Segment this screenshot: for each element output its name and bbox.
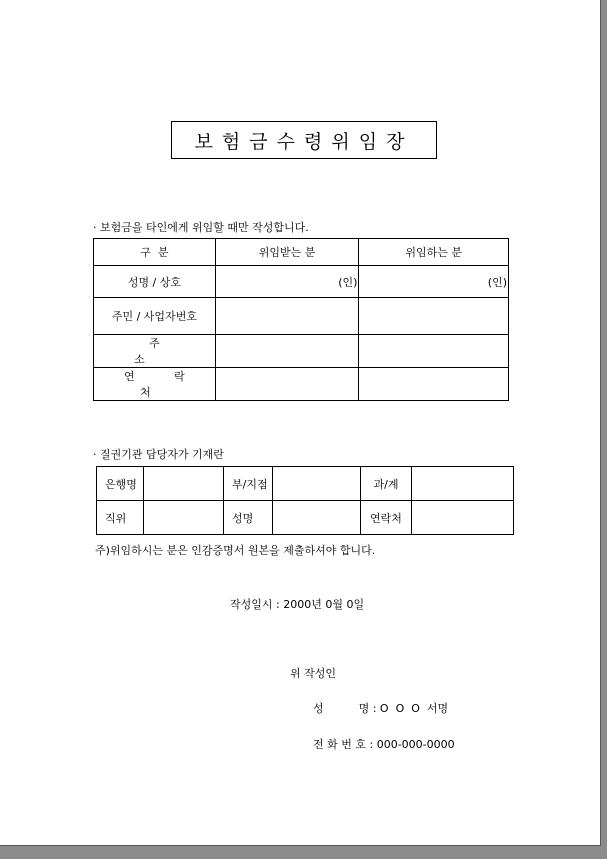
author-phone-line <box>313 736 455 752</box>
footnote: 주)위임하시는 분은 인감증명서 원본을 제출하셔야 합니다. <box>95 544 376 557</box>
delegate-name-cell[interactable] <box>215 266 359 298</box>
section1-note: · 보험금을 타인에게 위임할 때만 작성합니다. <box>93 221 309 234</box>
delegator-address-cell[interactable] <box>359 335 509 368</box>
bank-value[interactable] <box>144 467 224 501</box>
pledge-institution-table <box>96 466 514 535</box>
header-category: 구 분 <box>94 239 216 266</box>
table-header-row <box>94 239 509 266</box>
row-label-address: 주 소 <box>94 335 216 368</box>
label-bank: 은행명 <box>97 467 144 501</box>
position-value[interactable] <box>144 501 224 535</box>
seal-mark: (인) <box>338 275 358 289</box>
contact-value[interactable] <box>412 501 514 535</box>
department-value[interactable] <box>412 467 514 501</box>
delegator-id-cell[interactable] <box>359 298 509 335</box>
name-value[interactable] <box>273 501 361 535</box>
author-heading: 위 작성인 <box>290 667 337 680</box>
name-value: O O O 서명 <box>379 702 449 715</box>
label-branch: 부/지점 <box>224 467 273 501</box>
table-row <box>94 335 509 368</box>
name-label: 성 명 : <box>313 702 380 715</box>
document-title: 보험금수령위임장 <box>171 121 437 159</box>
label-department: 과/계 <box>361 467 412 501</box>
table-row <box>94 368 509 401</box>
delegator-name-cell[interactable] <box>359 266 509 298</box>
branch-value[interactable] <box>273 467 361 501</box>
header-delegator: 위임하는 분 <box>359 239 509 266</box>
delegate-id-cell[interactable] <box>215 298 359 335</box>
delegate-contact-cell[interactable] <box>215 368 359 401</box>
row-label-id: 주민 / 사업자번호 <box>94 298 216 335</box>
delegate-address-cell[interactable] <box>215 335 359 368</box>
label-contact: 연락처 <box>361 501 412 535</box>
seal-mark: (인) <box>487 275 507 289</box>
delegator-contact-cell[interactable] <box>359 368 509 401</box>
table-row <box>97 501 514 535</box>
label-name: 성명 <box>224 501 273 535</box>
table-row <box>94 298 509 335</box>
row-label-name: 성명 / 상호 <box>94 266 216 298</box>
table-row <box>97 467 514 501</box>
author-name-line <box>313 700 448 716</box>
header-delegate: 위임받는 분 <box>215 239 359 266</box>
table-row <box>94 266 509 298</box>
label-position: 직위 <box>97 501 144 535</box>
phone-value: 000-000-0000 <box>376 738 455 751</box>
row-label-contact: 연 락 처 <box>94 368 216 401</box>
delegation-table <box>93 238 509 401</box>
phone-label: 전 화 번 호 : <box>313 738 377 751</box>
date-line: 작성일시 : 2000년 0월 0일 <box>230 598 365 611</box>
section2-note: · 질권기관 담당자가 기재란 <box>93 448 224 461</box>
